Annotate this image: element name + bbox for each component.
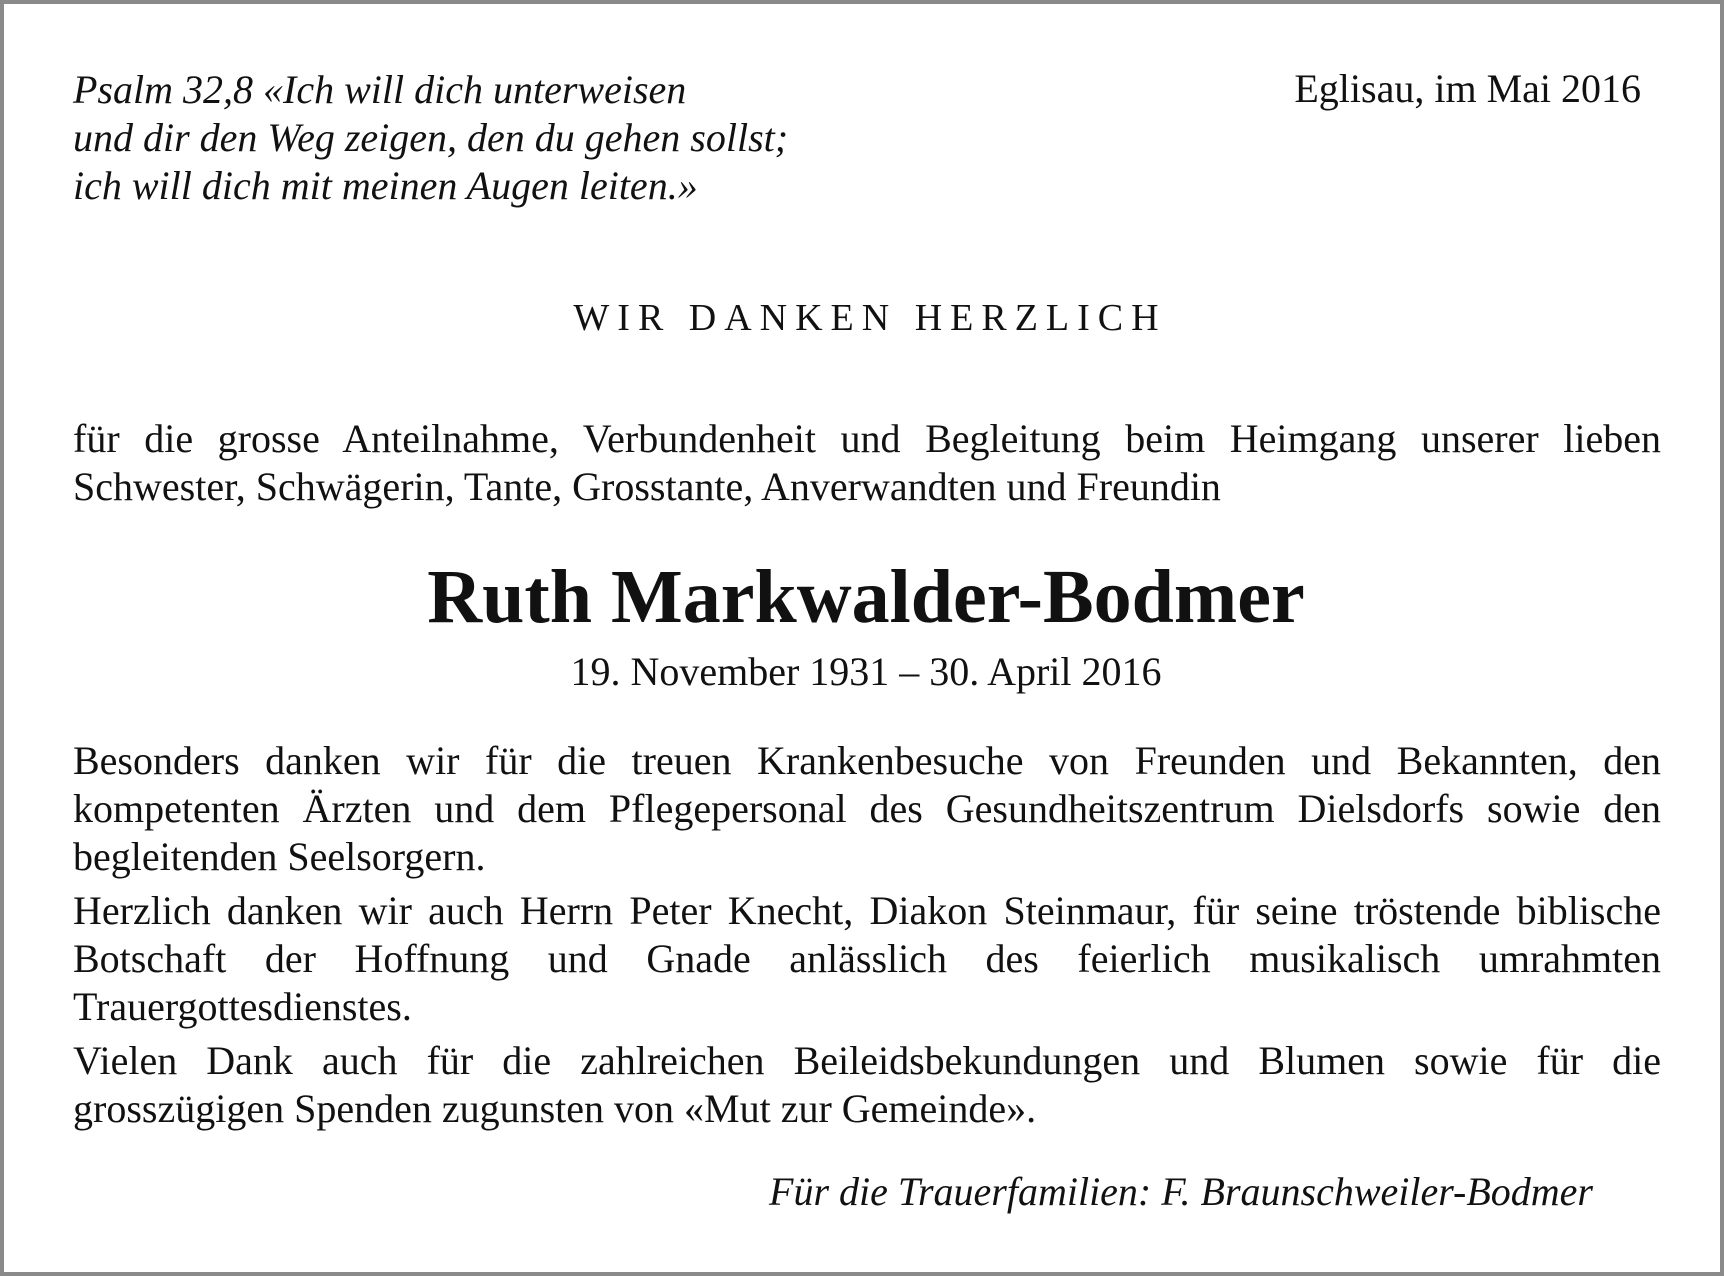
- thanks-paragraph-3: Vielen Dank auch für die zahlreichen Beileidsbekundungen und Blumen sowie für die grosszügigen Spenden zugunsten von «Mut zur Gemeinde».: [73, 1038, 1661, 1131]
- psalm-line-1: Psalm 32,8 «Ich will dich unterweisen: [73, 67, 687, 112]
- signature: Für die Trauerfamilien: F. Braunschweiler-Bodmer: [769, 1169, 1593, 1214]
- psalm-line-2: und dir den Weg zeigen, den du gehen sollst;: [73, 115, 789, 160]
- life-dates: 19. November 1931 – 30. April 2016: [570, 649, 1162, 694]
- psalm-quote: [73, 66, 973, 210]
- place-date: Eglisau, im Mai 2016: [1294, 66, 1641, 111]
- notice-heading: WIR DANKEN HERZLICH: [573, 297, 1167, 339]
- intro-text: für die grosse Anteilnahme, Verbundenheit und Begleitung beim Heimgang unserer lieben Schwester, Schwägerin, Tante, Grosstante, Anverwandten und Freundin: [73, 416, 1661, 509]
- psalm-line-3: ich will dich mit meinen Augen leiten.»: [73, 163, 698, 208]
- thanks-paragraph-2: Herzlich danken wir auch Herrn Peter Knecht, Diakon Steinmaur, für seine tröstende biblische Botschaft der Hoffnung und Gnade anlässlich des feierlich musikalisch umrahmten Trauergottesdienstes.: [73, 888, 1661, 1029]
- thanks-paragraph-1: Besonders danken wir für die treuen Krankenbesuche von Freunden und Bekannten, den kompetenten Ärzten und dem Pflegepersonal des Gesundheitszentrum Dielsdorfs sowie den begleitenden Seelsorgern.: [73, 738, 1661, 879]
- deceased-name: Ruth Markwalder-Bodmer: [427, 555, 1305, 639]
